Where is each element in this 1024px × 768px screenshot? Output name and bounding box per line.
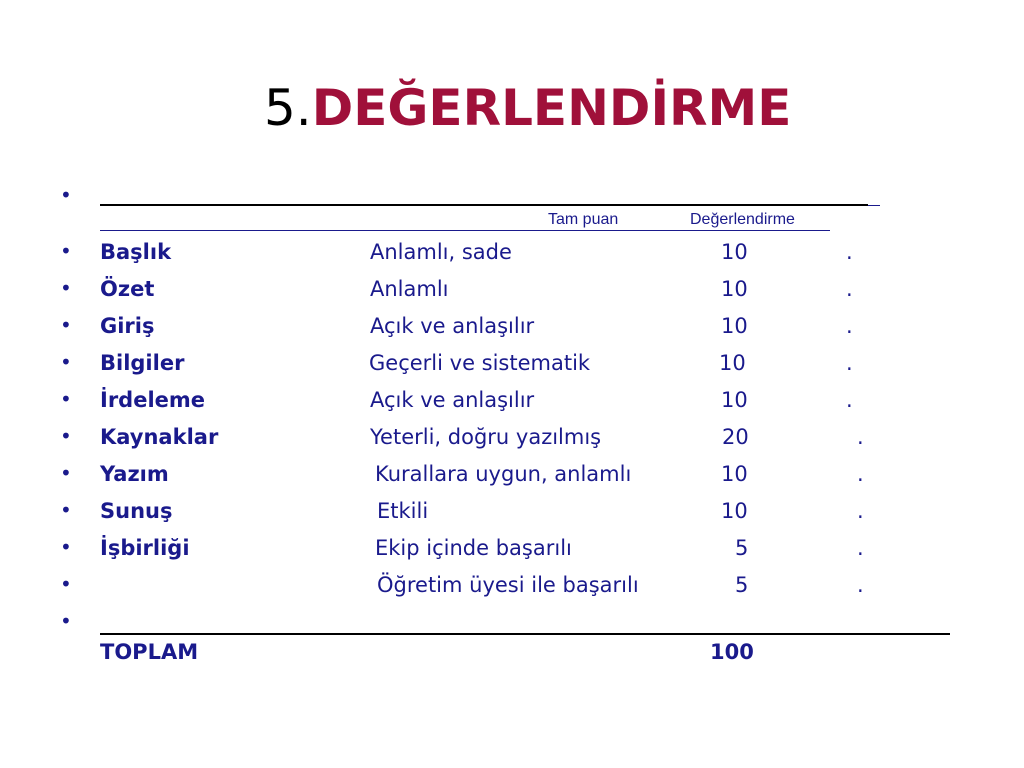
row-label: Özet bbox=[100, 277, 155, 301]
header-top-rule bbox=[100, 204, 868, 206]
list-item bbox=[0, 573, 1024, 610]
bullet: • bbox=[60, 313, 72, 337]
total-value: 100 bbox=[710, 640, 754, 664]
row-points: 10 bbox=[721, 499, 748, 523]
bullet: • bbox=[60, 572, 72, 596]
row-label: Başlık bbox=[100, 240, 172, 264]
bullet: • bbox=[60, 498, 72, 522]
header-top-rule-tail bbox=[868, 205, 880, 206]
bullet: • bbox=[60, 276, 72, 300]
row-points: 5 bbox=[735, 573, 749, 597]
row-mark: . bbox=[857, 425, 864, 449]
row-points: 5 bbox=[735, 536, 749, 560]
footer-rule bbox=[100, 633, 950, 635]
row-criterion: Kurallara uygun, anlamlı bbox=[375, 462, 632, 486]
row-mark: . bbox=[846, 351, 853, 375]
row-criterion: Etkili bbox=[377, 499, 429, 523]
list-item bbox=[0, 314, 1024, 351]
total-label: TOPLAM bbox=[100, 640, 199, 664]
row-mark: . bbox=[846, 240, 853, 264]
list-item bbox=[0, 499, 1024, 536]
bullet-header: • bbox=[60, 183, 72, 207]
header-bottom-rule bbox=[100, 230, 830, 231]
row-criterion: Anlamlı, sade bbox=[370, 240, 512, 264]
row-mark: . bbox=[857, 573, 864, 597]
list-item bbox=[0, 425, 1024, 462]
bullet: • bbox=[60, 535, 72, 559]
header-eval-label: Değerlendirme bbox=[690, 211, 795, 228]
row-points: 10 bbox=[721, 277, 748, 301]
row-criterion: Öğretim üyesi ile başarılı bbox=[377, 573, 639, 597]
bullet: • bbox=[60, 461, 72, 485]
row-label: Bilgiler bbox=[100, 351, 185, 375]
bullet: • bbox=[60, 350, 72, 374]
list-item bbox=[0, 277, 1024, 314]
row-mark: . bbox=[846, 388, 853, 412]
list-item bbox=[0, 240, 1024, 277]
row-points: 10 bbox=[719, 351, 746, 375]
row-criterion: Açık ve anlaşılır bbox=[370, 388, 535, 412]
row-points: 10 bbox=[721, 388, 748, 412]
row-mark: . bbox=[857, 462, 864, 486]
list-item bbox=[0, 388, 1024, 425]
row-mark: . bbox=[857, 536, 864, 560]
row-mark: . bbox=[846, 277, 853, 301]
bullet-footer: • bbox=[60, 609, 72, 633]
row-criterion: Yeterli, doğru yazılmış bbox=[370, 425, 602, 449]
list-item bbox=[0, 462, 1024, 499]
row-label: Giriş bbox=[100, 314, 155, 338]
bullet: • bbox=[60, 239, 72, 263]
slide-title bbox=[264, 78, 791, 138]
row-label: İrdeleme bbox=[100, 388, 206, 412]
row-criterion: Anlamlı bbox=[370, 277, 449, 301]
bullet: • bbox=[60, 424, 72, 448]
title-word: DEĞERLENDİRME bbox=[311, 79, 792, 137]
list-item bbox=[0, 351, 1024, 388]
row-label: İşbirliği bbox=[100, 536, 190, 560]
row-points: 10 bbox=[721, 240, 748, 264]
row-mark: . bbox=[846, 314, 853, 338]
row-points: 10 bbox=[721, 462, 748, 486]
row-label: Kaynaklar bbox=[100, 425, 219, 449]
row-points: 20 bbox=[722, 425, 749, 449]
title-number: 5. bbox=[264, 79, 312, 137]
row-criterion: Açık ve anlaşılır bbox=[370, 314, 535, 338]
header-score-label: Tam puan bbox=[548, 211, 619, 228]
row-criterion: Geçerli ve sistematik bbox=[369, 351, 591, 375]
row-criterion: Ekip içinde başarılı bbox=[375, 536, 572, 560]
row-label: Sunuş bbox=[100, 499, 173, 523]
row-mark: . bbox=[857, 499, 864, 523]
row-label: Yazım bbox=[100, 462, 169, 486]
bullet: • bbox=[60, 387, 72, 411]
list-item bbox=[0, 536, 1024, 573]
row-points: 10 bbox=[721, 314, 748, 338]
